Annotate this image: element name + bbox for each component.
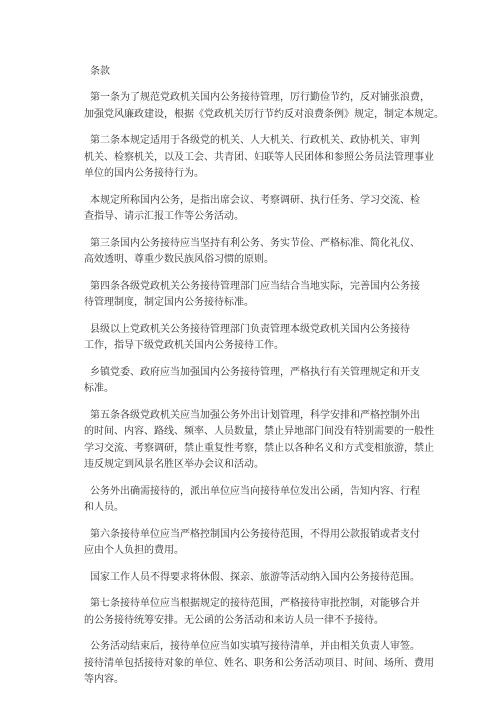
paragraph [90,570,422,587]
paragraph-line: 学习交流、考察调研，禁止重复性考察，禁止以各种名义和方式变相旅游，禁止 [84,442,434,454]
paragraph-line: 的时间、内容、路线、频率、人员数量，禁止异地部门间没有特别需要的一般性 [84,426,434,437]
paragraph-line: 加强党风廉政建设，根据《党政机关厉行节约反对浪费条例》规定，制定本规定。 [84,108,444,120]
document-body [84,90,444,689]
paragraph-line: 待管理制度，制定国内公务接待标准。 [84,297,254,308]
paragraph-line: 第四条各级党政机关公务接待管理部门应当结合当地实际，完善国内公务接 [90,280,420,292]
paragraph-line: 应由个人负担的费用。 [84,545,184,556]
paragraph [84,279,422,312]
paragraph [84,365,422,398]
paragraph [84,484,422,517]
paragraph [84,90,444,123]
paragraph-line: 乡镇党委、政府应当加强国内公务接待管理，严格执行有关管理规定和开支 [90,366,420,378]
paragraph-line: 违反规定到风景名胜区举办会议和活动。 [84,459,264,470]
paragraph [84,408,434,474]
paragraph-line: 第一条为了规范党政机关国内公务接待管理，厉行勤俭节约，反对铺张浪费， [90,92,430,103]
paragraph-line: 标准。 [84,383,114,394]
paragraph-line: 工作，指导下级党政机关国内公务接待工作。 [84,340,284,351]
paragraph-line: 和人员。 [84,502,124,513]
paragraph-line: 县级以上党政机关公务接待管理部门负责管理本级党政机关国内公务接待 [90,323,410,335]
paragraph-line: 第二条本规定适用于各级党的机关、人大机关、行政机关、政协机关、审判 [90,135,420,146]
paragraph-line: 公务活动结束后，接待单位应当如实填写接待清单，并由相关负责人审签。 [90,641,420,652]
paragraph-line: 的公务接待统筹安排。无公函的公务活动和来访人员一律不予接待。 [84,614,384,626]
paragraph-line: 查指导、请示汇报工作等公务活动。 [84,211,244,222]
paragraph-line: 单位的国内公务接待行为。 [84,168,204,179]
paragraph [84,236,422,269]
paragraph [84,133,434,183]
paragraph-line: 机关、检察机关，以及工会、共青团、妇联等人民团体和参照公务员法管理事业 [84,151,434,163]
paragraph-line: 公务外出确需接待的，派出单位应当向接待单位发出公函，告知内容、行程 [90,485,420,497]
paragraph [84,527,422,560]
document-heading: 条款 [90,66,110,77]
paragraph-line: 第五条各级党政机关应当加强公务外出计划管理，科学安排和严格控制外出 [90,409,420,421]
paragraph-line: 第六条接待单位应当严格控制国内公务接待范围，不得用公款报销或者支付 [90,528,420,540]
paragraph-line: 接待清单包括接待对象的单位、姓名、职务和公务活动项目、时间、场所、费用 [84,657,434,669]
paragraph-line: 第七条接待单位应当根据规定的接待范围，严格接待审批控制，对能够合并 [90,598,420,609]
paragraph-line: 第三条国内公务接待应当坚持有利公务、务实节俭、严格标准、简化礼仪、 [90,237,420,249]
paragraph [84,322,422,355]
paragraph-line: 高效透明、尊重少数民族风俗习惯的原则。 [84,254,274,265]
paragraph-line: 国家工作人员不得要求将休假、探亲、旅游等活动纳入国内公务接待范围。 [90,571,420,583]
paragraph [84,639,434,689]
paragraph-line: 等内容。 [84,674,124,685]
paragraph [84,596,422,629]
paragraph-line: 本规定所称国内公务，是指出席会议、考察调研、执行任务、学习交流、检 [90,194,420,206]
paragraph [84,193,422,226]
